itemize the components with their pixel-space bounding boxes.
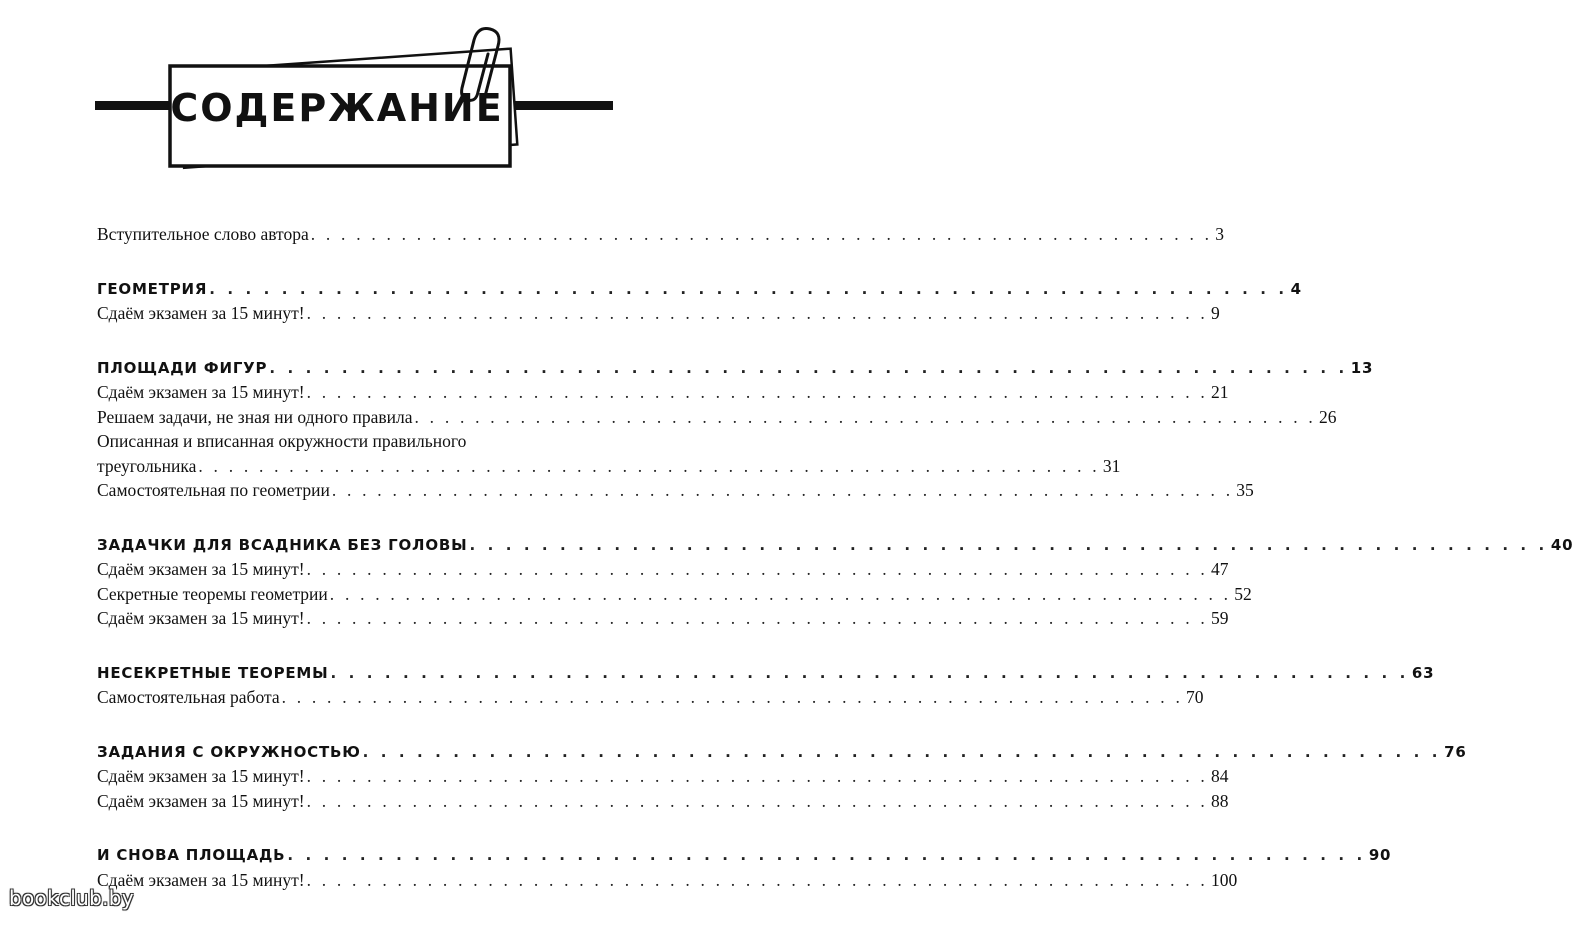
toc-page-number: 76: [1444, 742, 1467, 761]
toc-page-number: 47: [1211, 559, 1229, 579]
dot-leader: . . . . . . . . . . . . . . . . . . . . . . . . . . . . . . . . . . . . . . . . . . . . . . . . . . . . . . . . . . . .: [469, 535, 1548, 554]
toc-entry[interactable]: [97, 606, 1229, 631]
dot-leader: . . . . . . . . . . . . . . . . . . . . . . . . . . . . . . . . . . . . . . . . . . . . . . . . . . . . . . . . . . . .: [331, 480, 1234, 500]
toc-entry-title: ГЕОМЕТРИЯ: [97, 279, 208, 298]
toc-page-number: 9: [1211, 303, 1220, 323]
toc-page-number: 40: [1550, 535, 1573, 554]
toc-entry[interactable]: [97, 478, 1254, 503]
toc-page-number: 35: [1236, 480, 1254, 500]
toc-section: [97, 740, 1467, 814]
toc-entry-title: Сдаём экзамен за 15 минут!: [97, 790, 305, 811]
dot-leader: . . . . . . . . . . . . . . . . . . . . . . . . . . . . . . . . . . . . . . . . . . . . . . . . . . . . . . . . . . . .: [310, 224, 1213, 244]
toc-entry[interactable]: [97, 685, 1204, 710]
toc-entry-title: И СНОВА ПЛОЩАДЬ: [97, 846, 286, 864]
toc-page-number: 90: [1368, 846, 1392, 864]
toc-page-number: 59: [1211, 608, 1229, 628]
toc-entry-title: Сдаём экзамен за 15 минут!: [97, 382, 305, 402]
toc-entry-title: Вступительное слово автора: [97, 224, 309, 244]
toc-entry[interactable]: [97, 557, 1229, 582]
toc-page-number: 26: [1318, 406, 1337, 427]
toc-entry[interactable]: [97, 764, 1229, 789]
toc-entry-title: Секретные теоремы геометрии: [97, 583, 328, 604]
toc-chapter[interactable]: [97, 533, 1573, 558]
toc-entry[interactable]: [97, 405, 1337, 430]
dot-leader: . . . . . . . . . . . . . . . . . . . . . . . . . . . . . . . . . . . . . . . . . . . . . . . . . . . . . . . . . . . .: [306, 608, 1209, 628]
dot-leader: . . . . . . . . . . . . . . . . . . . . . . . . . . . . . . . . . . . . . . . . . . . . . . . . . . . . . . . . . . . .: [306, 766, 1209, 786]
toc-entry-title: Решаем задачи, не зная ни одного правила: [97, 406, 413, 427]
toc-chapter[interactable]: [97, 843, 1392, 868]
toc-entry-title: НЕСЕКРЕТНЫЕ ТЕОРЕМЫ: [97, 663, 329, 682]
toc-entry-title: Сдаём экзамен за 15 минут!: [97, 766, 305, 786]
toc-entry-title: Самостоятельная работа: [97, 687, 280, 707]
dot-leader: . . . . . . . . . . . . . . . . . . . . . . . . . . . . . . . . . . . . . . . . . . . . . . . . . . . . . . . . . . . .: [269, 358, 1348, 377]
toc-entry[interactable]: [97, 380, 1229, 405]
toc-entry-title: Сдаём экзамен за 15 минут!: [97, 869, 305, 890]
toc-page-number: 13: [1350, 358, 1374, 377]
toc-entry[interactable]: [97, 582, 1252, 607]
toc-entry-title: Самостоятельная по геометрии: [97, 480, 330, 500]
table-of-contents: [97, 222, 1573, 922]
toc-page-number: 70: [1186, 687, 1204, 707]
toc-entry-title: ПЛОЩАДИ ФИГУР: [97, 358, 268, 377]
toc-page-number: 63: [1411, 663, 1435, 682]
toc-page-number: 21: [1211, 382, 1229, 402]
toc-page-number: 84: [1211, 766, 1229, 786]
page-title: СОДЕРЖАНИЕ: [170, 86, 504, 130]
toc-chapter[interactable]: [97, 356, 1374, 381]
dot-leader: . . . . . . . . . . . . . . . . . . . . . . . . . . . . . . . . . . . . . . . . . . . . . . . . . . . . . . . . . . . .: [414, 406, 1316, 427]
toc-entry[interactable]: [97, 301, 1220, 326]
dot-leader: . . . . . . . . . . . . . . . . . . . . . . . . . . . . . . . . . . . . . . . . . . . . . . . . . . . . . . . . . . . .: [306, 382, 1209, 402]
toc-chapter[interactable]: [97, 661, 1435, 686]
toc-entry[interactable]: [97, 454, 1121, 479]
dot-leader: . . . . . . . . . . . . . . . . . . . . . . . . . . . . . . . . . . . . . . . . . . . . . . . . . . . . . . . . . . . .: [306, 869, 1209, 890]
toc-section: [97, 356, 1374, 503]
toc-entry-title: Сдаём экзамен за 15 минут!: [97, 608, 305, 628]
dot-leader: . . . . . . . . . . . . . . . . . . . . . . . . . . . . . . . . . . . . . . . . . . . . . . . . . . . . . . . . . . . .: [209, 279, 1288, 298]
toc-page-number: 52: [1234, 583, 1252, 604]
dot-leader: . . . . . . . . . . . . . . . . . . . . . . . . . . . . . . . . . . . . . . . . . . . . . . . . . . . . . . . . . . . .: [306, 559, 1209, 579]
toc-entry-title: ЗАДАЧКИ ДЛЯ ВСАДНИКА БЕЗ ГОЛОВЫ: [97, 535, 468, 554]
toc-entry-title: Сдаём экзамен за 15 минут!: [97, 559, 305, 579]
dot-leader: . . . . . . . . . . . . . . . . . . . . . . . . . . . . . . . . . . . . . . . . . . . . . . . . . . . . . . . . . . . .: [329, 583, 1232, 604]
toc-page-number: 31: [1102, 455, 1121, 476]
dot-leader: . . . . . . . . . . . . . . . . . . . . . . . . . . . . . . . . . . . . . . . . . . . . . . . . . . . . . . . . . . . .: [330, 663, 1409, 682]
watermark: bookclub.by: [9, 886, 134, 910]
toc-chapter[interactable]: [97, 277, 1302, 302]
toc-entry[interactable]: [97, 868, 1238, 893]
dot-leader: . . . . . . . . . . . . . . . . . . . . . . . . . . . . . . . . . . . . . . . . . . . . . . . . . . . . . . . . . . . .: [198, 455, 1100, 476]
dot-leader: . . . . . . . . . . . . . . . . . . . . . . . . . . . . . . . . . . . . . . . . . . . . . . . . . . . . . . . . . . . .: [306, 790, 1209, 811]
dot-leader: . . . . . . . . . . . . . . . . . . . . . . . . . . . . . . . . . . . . . . . . . . . . . . . . . . . . . . . . . . . .: [281, 687, 1184, 707]
dot-leader: . . . . . . . . . . . . . . . . . . . . . . . . . . . . . . . . . . . . . . . . . . . . . . . . . . . . . . . . . . . .: [362, 742, 1442, 761]
toc-page-number: 100: [1211, 869, 1238, 890]
toc-entry-title: треугольника: [97, 455, 197, 476]
toc-section: [97, 222, 1224, 247]
toc-entry-title: ЗАДАНИЯ С ОКРУЖНОСТЬЮ: [97, 742, 361, 761]
toc-section: [97, 843, 1392, 892]
toc-section: [97, 533, 1573, 631]
toc-page-number: 88: [1211, 790, 1229, 811]
dot-leader: . . . . . . . . . . . . . . . . . . . . . . . . . . . . . . . . . . . . . . . . . . . . . . . . . . . . . . . . . . . .: [306, 303, 1209, 323]
toc-entry[interactable]: [97, 429, 597, 454]
toc-entry-title: Сдаём экзамен за 15 минут!: [97, 303, 305, 323]
toc-entry[interactable]: [97, 222, 1224, 247]
toc-page-number: 3: [1215, 224, 1224, 244]
toc-page-number: 4: [1290, 279, 1302, 298]
toc-section: [97, 277, 1302, 326]
toc-section: [97, 661, 1435, 710]
toc-entry-title: Описанная и вписанная окружности правильного: [97, 431, 467, 451]
toc-chapter[interactable]: [97, 740, 1467, 765]
toc-entry[interactable]: [97, 789, 1229, 814]
dot-leader: . . . . . . . . . . . . . . . . . . . . . . . . . . . . . . . . . . . . . . . . . . . . . . . . . . . . . . . . . . . .: [287, 846, 1366, 864]
